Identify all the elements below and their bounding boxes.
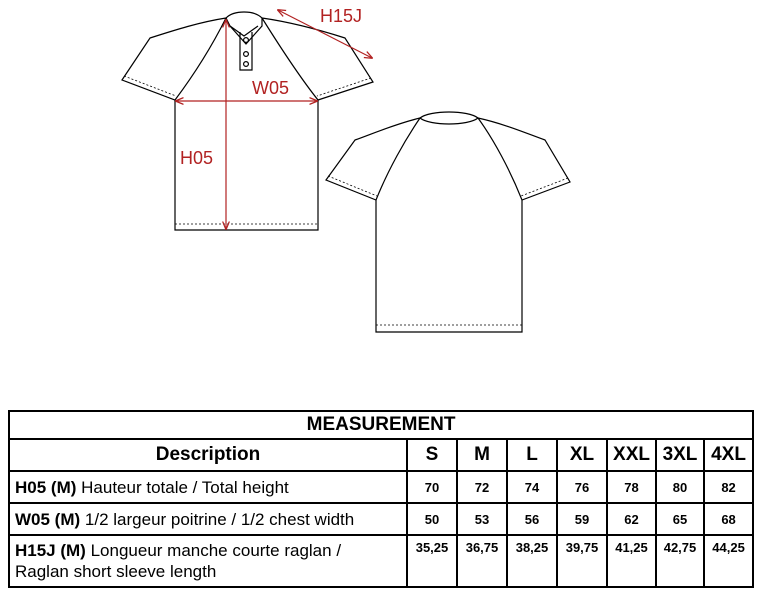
header-size-xl: XL: [557, 439, 607, 471]
row-code: H15J (M): [15, 541, 86, 560]
back-collar: [420, 112, 478, 124]
row-label: Longueur manche courte raglan /: [90, 541, 342, 560]
cell-value: 68: [704, 503, 753, 535]
row-description: [9, 471, 407, 503]
cell-value: 76: [557, 471, 607, 503]
cell-value: 53: [457, 503, 507, 535]
table-row: [9, 535, 753, 587]
cell-value: 50: [407, 503, 457, 535]
measurement-table-container: [8, 410, 752, 588]
header-description: Description: [9, 439, 407, 471]
row-description: [9, 535, 407, 587]
row-label: Hauteur totale / Total height: [81, 477, 289, 497]
dimension-lines: [176, 10, 372, 229]
header-size-m: M: [457, 439, 507, 471]
row-label: 1/2 largeur poitrine / 1/2 chest width: [84, 509, 355, 529]
header-size-l: L: [507, 439, 557, 471]
cell-value: 42,75: [656, 535, 704, 587]
cell-value: 82: [704, 471, 753, 503]
row-description: [9, 503, 407, 535]
cell-value: 72: [457, 471, 507, 503]
header-size-s: S: [407, 439, 457, 471]
measurement-table: [8, 410, 754, 588]
label-h15j: H15J: [320, 6, 363, 26]
cell-value: 44,25: [704, 535, 753, 587]
header-size-3xl: 3XL: [656, 439, 704, 471]
header-size-4xl: 4XL: [704, 439, 753, 471]
table-row: [9, 471, 753, 503]
row-label-line2: Raglan short sleeve length: [15, 562, 217, 581]
cell-value: 62: [607, 503, 656, 535]
cell-value: 35,25: [407, 535, 457, 587]
cell-value: 80: [656, 471, 704, 503]
cell-value: 41,25: [607, 535, 656, 587]
cell-value: 59: [557, 503, 607, 535]
back-view: [326, 112, 570, 332]
cell-value: 36,75: [457, 535, 507, 587]
header-size-xxl: XXL: [607, 439, 656, 471]
label-h05: H05: [180, 148, 214, 168]
cell-value: 39,75: [557, 535, 607, 587]
cell-value: 78: [607, 471, 656, 503]
cell-value: 65: [656, 503, 704, 535]
back-right-sleeve: [478, 118, 570, 200]
table-title: MEASUREMENT: [9, 411, 753, 439]
row-code: W05 (M): [15, 509, 81, 529]
back-body-outline: [376, 200, 522, 332]
table-row: [9, 503, 753, 535]
cell-value: 70: [407, 471, 457, 503]
front-view: [122, 12, 373, 230]
cell-value: 38,25: [507, 535, 557, 587]
cell-value: 74: [507, 471, 557, 503]
cell-value: 56: [507, 503, 557, 535]
label-w05: W05: [252, 78, 290, 98]
back-left-sleeve: [326, 118, 420, 200]
front-left-sleeve: [122, 18, 226, 100]
row-code: H05 (M): [15, 477, 77, 497]
